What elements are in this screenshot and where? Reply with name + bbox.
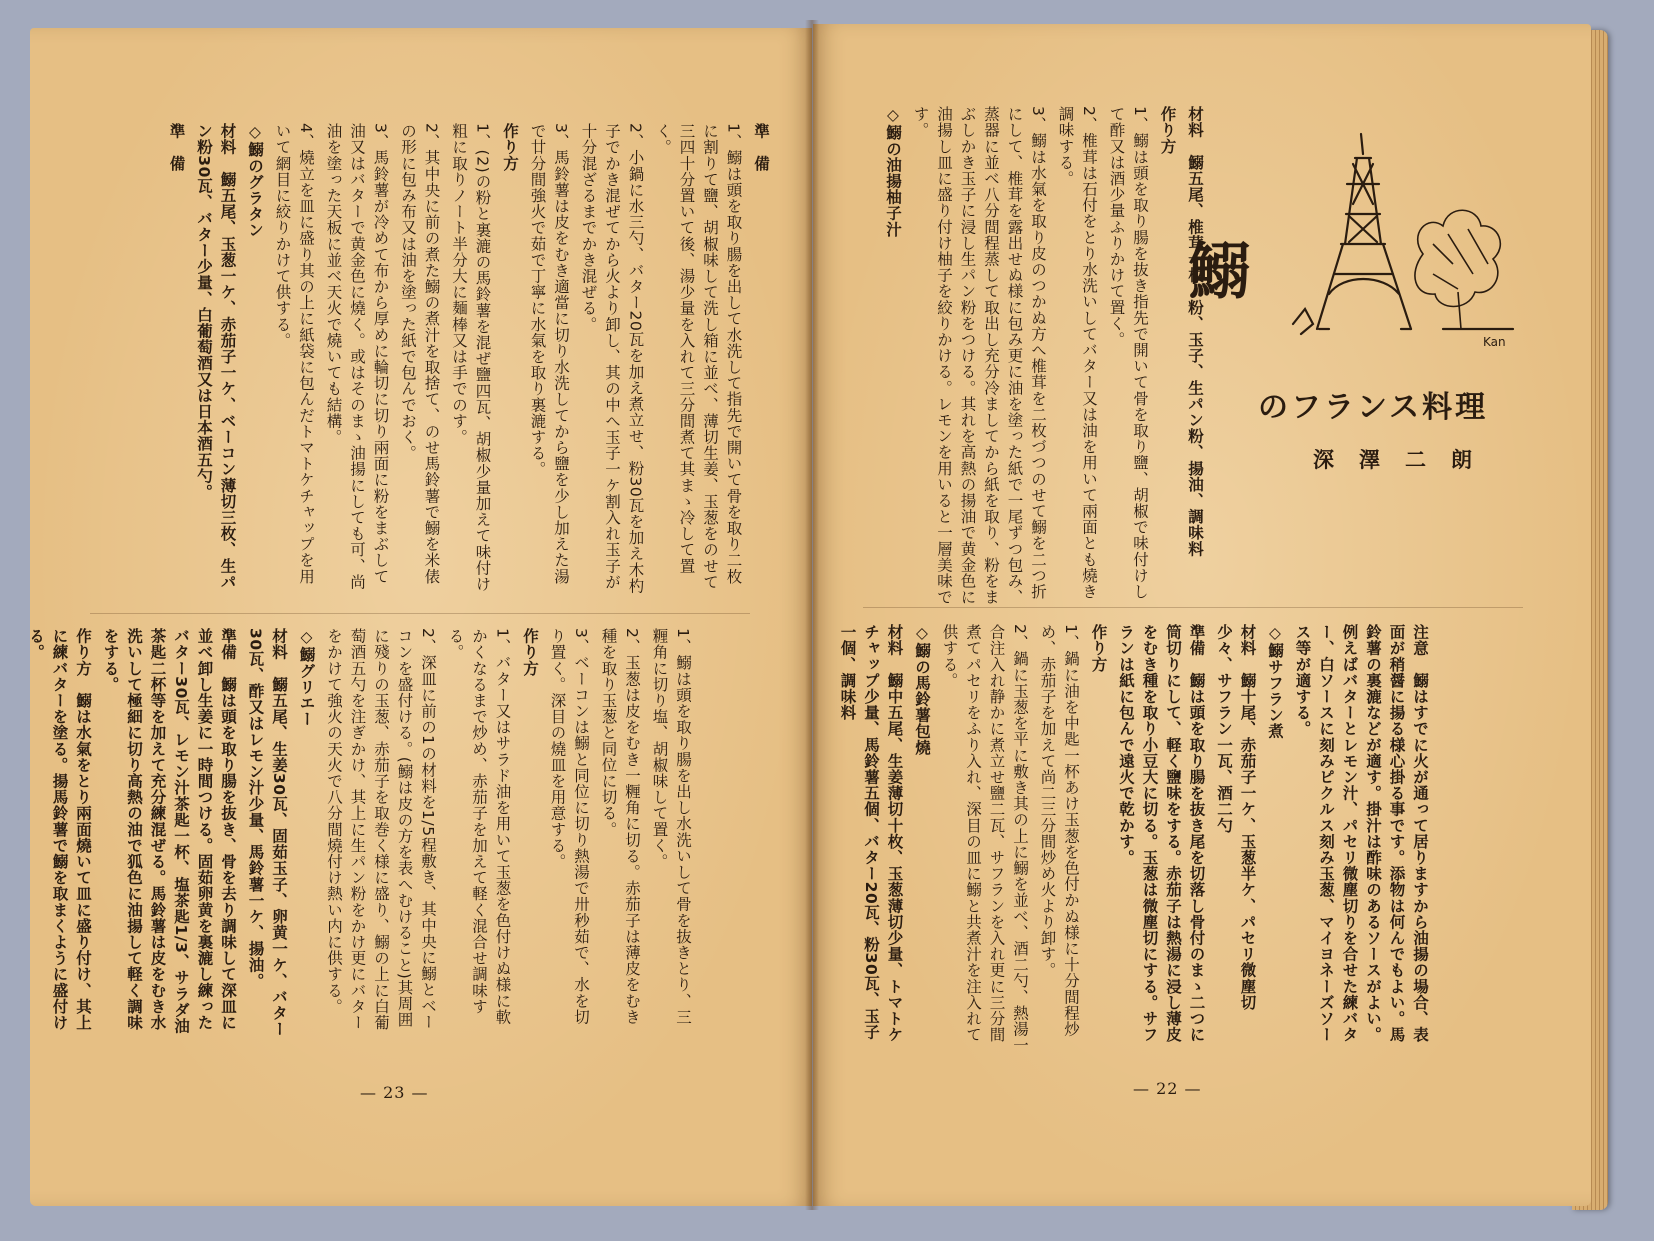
right-bottom-paragraph: 注意 鰯はすでに火が通って居りますから油揚の場合、表面が稍醤に揚る様心掛る事です。添物は何んでもよい。馬鈴薯の裏漉などが適す。掛汁は酢味のあるソースがよい。例えばバターとレモン汁、パセリ微塵切りを合せた練バター、白ソースに刻みピクルス刻み玉葱、マイヨネーズソース等が適する。 — [1293, 624, 1429, 1043]
left-bottom-paragraph: 1、鰯は頭を取り腸を出し水洗いして骨を抜きとり、三糎角に切り塩、胡椒味して置く。 — [650, 628, 692, 1025]
right-bottom-paragraph: ◇鰯の馬鈴薯包燒 — [913, 624, 931, 756]
right-bottom-paragraph: 2、鍋に玉葱を平に敷き其の上に鰯を並べ、酒二勺、熱湯一合注入れ静かに煮立せ鹽二瓦、サフランを入れ更に三分間煮てパセリをふり入れ、深目の皿に鰯と共煮汁を注入れて供する。 — [940, 624, 1029, 1054]
left-bottom-paragraph: ◇鰯グリエー — [297, 628, 316, 728]
right-top-paragraph: ◇鰯の油揚柚子汁 — [884, 106, 902, 238]
left-top-paragraph: 4、燒立を皿に盛り其の上に紙袋に包んだトマトケチャップを用いて網目に絞りかけて供する。 — [273, 123, 315, 585]
right-section-divider — [863, 607, 1523, 608]
book-spine — [805, 20, 819, 1210]
right-bottom-paragraph: 準備 鰯は頭を取り腸を抜き尾を切落し骨付のまゝ二つに筒切りにして、軽く鹽味をする。赤茄子は熱湯に浸し薄皮をむき種を取り小豆大に切る。玉葱は微塵切にする。サフランは紙に包んで遠火で乾かす。 — [1117, 624, 1206, 1043]
right-top-paragraph: 2、椎茸は石付をとり水洗いしてバター又は油を用いて兩面とも燒き調味する。 — [1056, 106, 1098, 600]
article-title: のフランス料理 — [1258, 390, 1489, 425]
left-top-paragraph: 作り方 — [501, 123, 519, 172]
eiffel-tower-illustration — [1283, 124, 1523, 354]
left-top-paragraph: 2、其中央に前の煮た鰯の煮汁を取捨て、のせ馬鈴薯で鰯を米俵の形に包み布又は油を塗った紙で包んでおく。 — [399, 123, 441, 585]
left-bottom-paragraph: 作り方 — [521, 628, 539, 677]
left-top-text — [160, 123, 772, 598]
left-top-paragraph: 2、小鍋に水三勺、バター20瓦を加え煮立せ、粉30瓦を加え木杓子でかき混ぜてから火より卸し、其の中へ玉子一ケ割入れ玉子が十分混ざるまでかき混ぜる。 — [579, 123, 645, 594]
left-bottom-paragraph: 3、ベーコンは鰯と同位に切り熱湯で卅秒茹で、水を切り置く。深目の燒皿を用意する。 — [548, 628, 590, 1025]
right-bottom-text — [831, 624, 1431, 1054]
left-section-divider — [90, 613, 750, 614]
right-bottom-paragraph: ◇鰯サフラン煮 — [1266, 624, 1284, 740]
right-bottom-paragraph: 作り方 — [1089, 624, 1108, 673]
page-number-23: — 23 — — [360, 1083, 429, 1102]
right-top-paragraph: 作り方 — [1158, 106, 1177, 155]
right-bottom-paragraph: 材料 鰯十尾、赤茄子一ケ、玉葱半ケ、パセリ微塵切少々、サフラン一瓦、酒二勺 — [1215, 624, 1257, 1011]
right-top-text — [877, 106, 1207, 606]
author-name: 深 澤 二 朗 — [1313, 447, 1474, 472]
left-top-paragraph: 1、(2)の粉と裏漉の馬鈴薯を混ぜ鹽四瓦、胡椒少量加えて味付け粗に取りノート半分大に麺棒又は手でのす。 — [450, 123, 492, 592]
left-bottom-text — [27, 628, 694, 1038]
left-top-paragraph: 1、鰯は頭を取り腸を出して水洗して指先で開いて骨を取り二枚に割りて鹽、胡椒味して洗し箱に並べ、薄切生姜、玉葱をのせて三四十分置いて後、湯少量を入れて三分間煮て其まゝ冷して置く。 — [654, 123, 743, 590]
left-bottom-paragraph: 材料 鰯五尾、生姜30瓦、固茹玉子、卵黄一ケ、バター30瓦、酢又はレモン汁少量、馬鈴薯一ケ、揚油。 — [246, 628, 288, 1038]
left-bottom-paragraph: 2、玉葱は皮をむき一糎角に切る。赤茄子は薄皮をむき種を取り玉葱と同位に切る。 — [599, 628, 641, 1025]
left-top-paragraph: 材料 鰯五尾、玉葱一ケ、赤茄子一ケ、ベーコン薄切三枚、生パン粉30瓦、バター少量、白葡萄酒又は日本酒五勺。 — [195, 123, 237, 590]
right-page — [813, 24, 1591, 1206]
right-bottom-paragraph: 材料 鰯中五尾、生姜薄切十枚、玉葱薄切少量、トマトケチャップ少量、馬鈴薯五個、バター20瓦、粉30瓦、玉子一個、調味料 — [838, 624, 904, 1043]
left-bottom-paragraph: 作り方 鰯は水氣をとり兩面燒いて皿に盛り付け、其上に練バターを塗る。揚馬鈴薯で鰯を取まくように盛付ける。 — [27, 628, 92, 1031]
left-top-paragraph: 3、馬鈴薯は皮をむき適當に切り水洗してから鹽を少し加えた湯で廿分間強火で茹で丁寧に水氣を取り裏漉する。 — [528, 123, 570, 585]
left-top-paragraph: 準 備 — [752, 123, 770, 172]
left-bottom-paragraph: 2、深皿に前の1の材料を1/5程敷き、其中央に鰯とベーコンを盛付ける。(鰯は皮の方を表へむけること)其周囲に殘りの玉葱、赤茄子を取巻く様に盛り、鰯の上に白葡萄酒五勺を注ぎかけ、其上に生パン粉をかけ更にバターをかけて強火の天火で八分間燒付け熱い内に供する。 — [325, 628, 437, 1031]
right-top-paragraph: 材料 鰯五尾、椎茸十枚、粉、玉子、生パン粉、揚油、調味料 — [1186, 106, 1204, 557]
left-top-paragraph: 準 備 — [167, 123, 186, 172]
left-bottom-paragraph: 準備 鰯は頭を取り腸を抜き、骨を去り調味して深皿に並べ卸し生姜に一時間つける。固茹卵黄を裏漉し練ったバター30瓦、レモン汁茶匙一杯、塩茶匙1/3、サラダ油茶匙二杯等を加えて充分練混ぜる。馬鈴薯は皮をむき水洗いして極細に切り高熱の油で狐色に油揚して軽く調味をする。 — [101, 628, 237, 1035]
right-top-paragraph: 3、鰯は水氣を取り皮のつかぬ方へ椎茸を二枚づつのせて鰯を二つ折にして、椎茸を露出せぬ様に包み更に油を塗った紙で一尾ずつ包み、蒸器に並べ八分間程蒸して取出し充分冷ましてから紙を取り、粉をまぶしかき玉子に浸し生パン粉をつける。其れを高熱の揚油で黄金色に油揚し皿に盛り付け柚子を絞りかける。レモンを用いると一層美味です。 — [911, 106, 1047, 606]
left-top-paragraph: ◇鰯のグラタン — [246, 123, 264, 239]
left-top-paragraph: 3、馬鈴薯が冷めて布から厚めに輪切に切り兩面に粉をまぶして油又はバターで黄金色に燒く。或はそのまゝ油揚にしても可、尚油を塗った天板に並べ天火で燒いても結構。 — [324, 123, 390, 590]
page-number-22: — 22 — — [1133, 1079, 1202, 1098]
left-bottom-paragraph: 1、バター又はサラド油を用いて玉葱を色付けぬ様に軟かくなるまで炒め、赤茄子を加えて軽く混合せ調味する。 — [446, 628, 512, 1025]
right-top-paragraph: 1、鰯は頭を取り腸を抜き指先で開いて骨を取り鹽、胡椒で味付けして酢又は酒少量ふりかけて置く。 — [1107, 106, 1149, 600]
illustration-signature: Kan — [1483, 335, 1506, 349]
right-bottom-paragraph: 1、鍋に油を中匙一杯あけ玉葱を色付かぬ様に十分間程炒め、赤茄子を加えて尚二三分間炒め火より卸す。 — [1038, 624, 1080, 1037]
article-title-kanji: 鰯 — [1188, 235, 1251, 308]
left-page — [27, 28, 812, 1206]
